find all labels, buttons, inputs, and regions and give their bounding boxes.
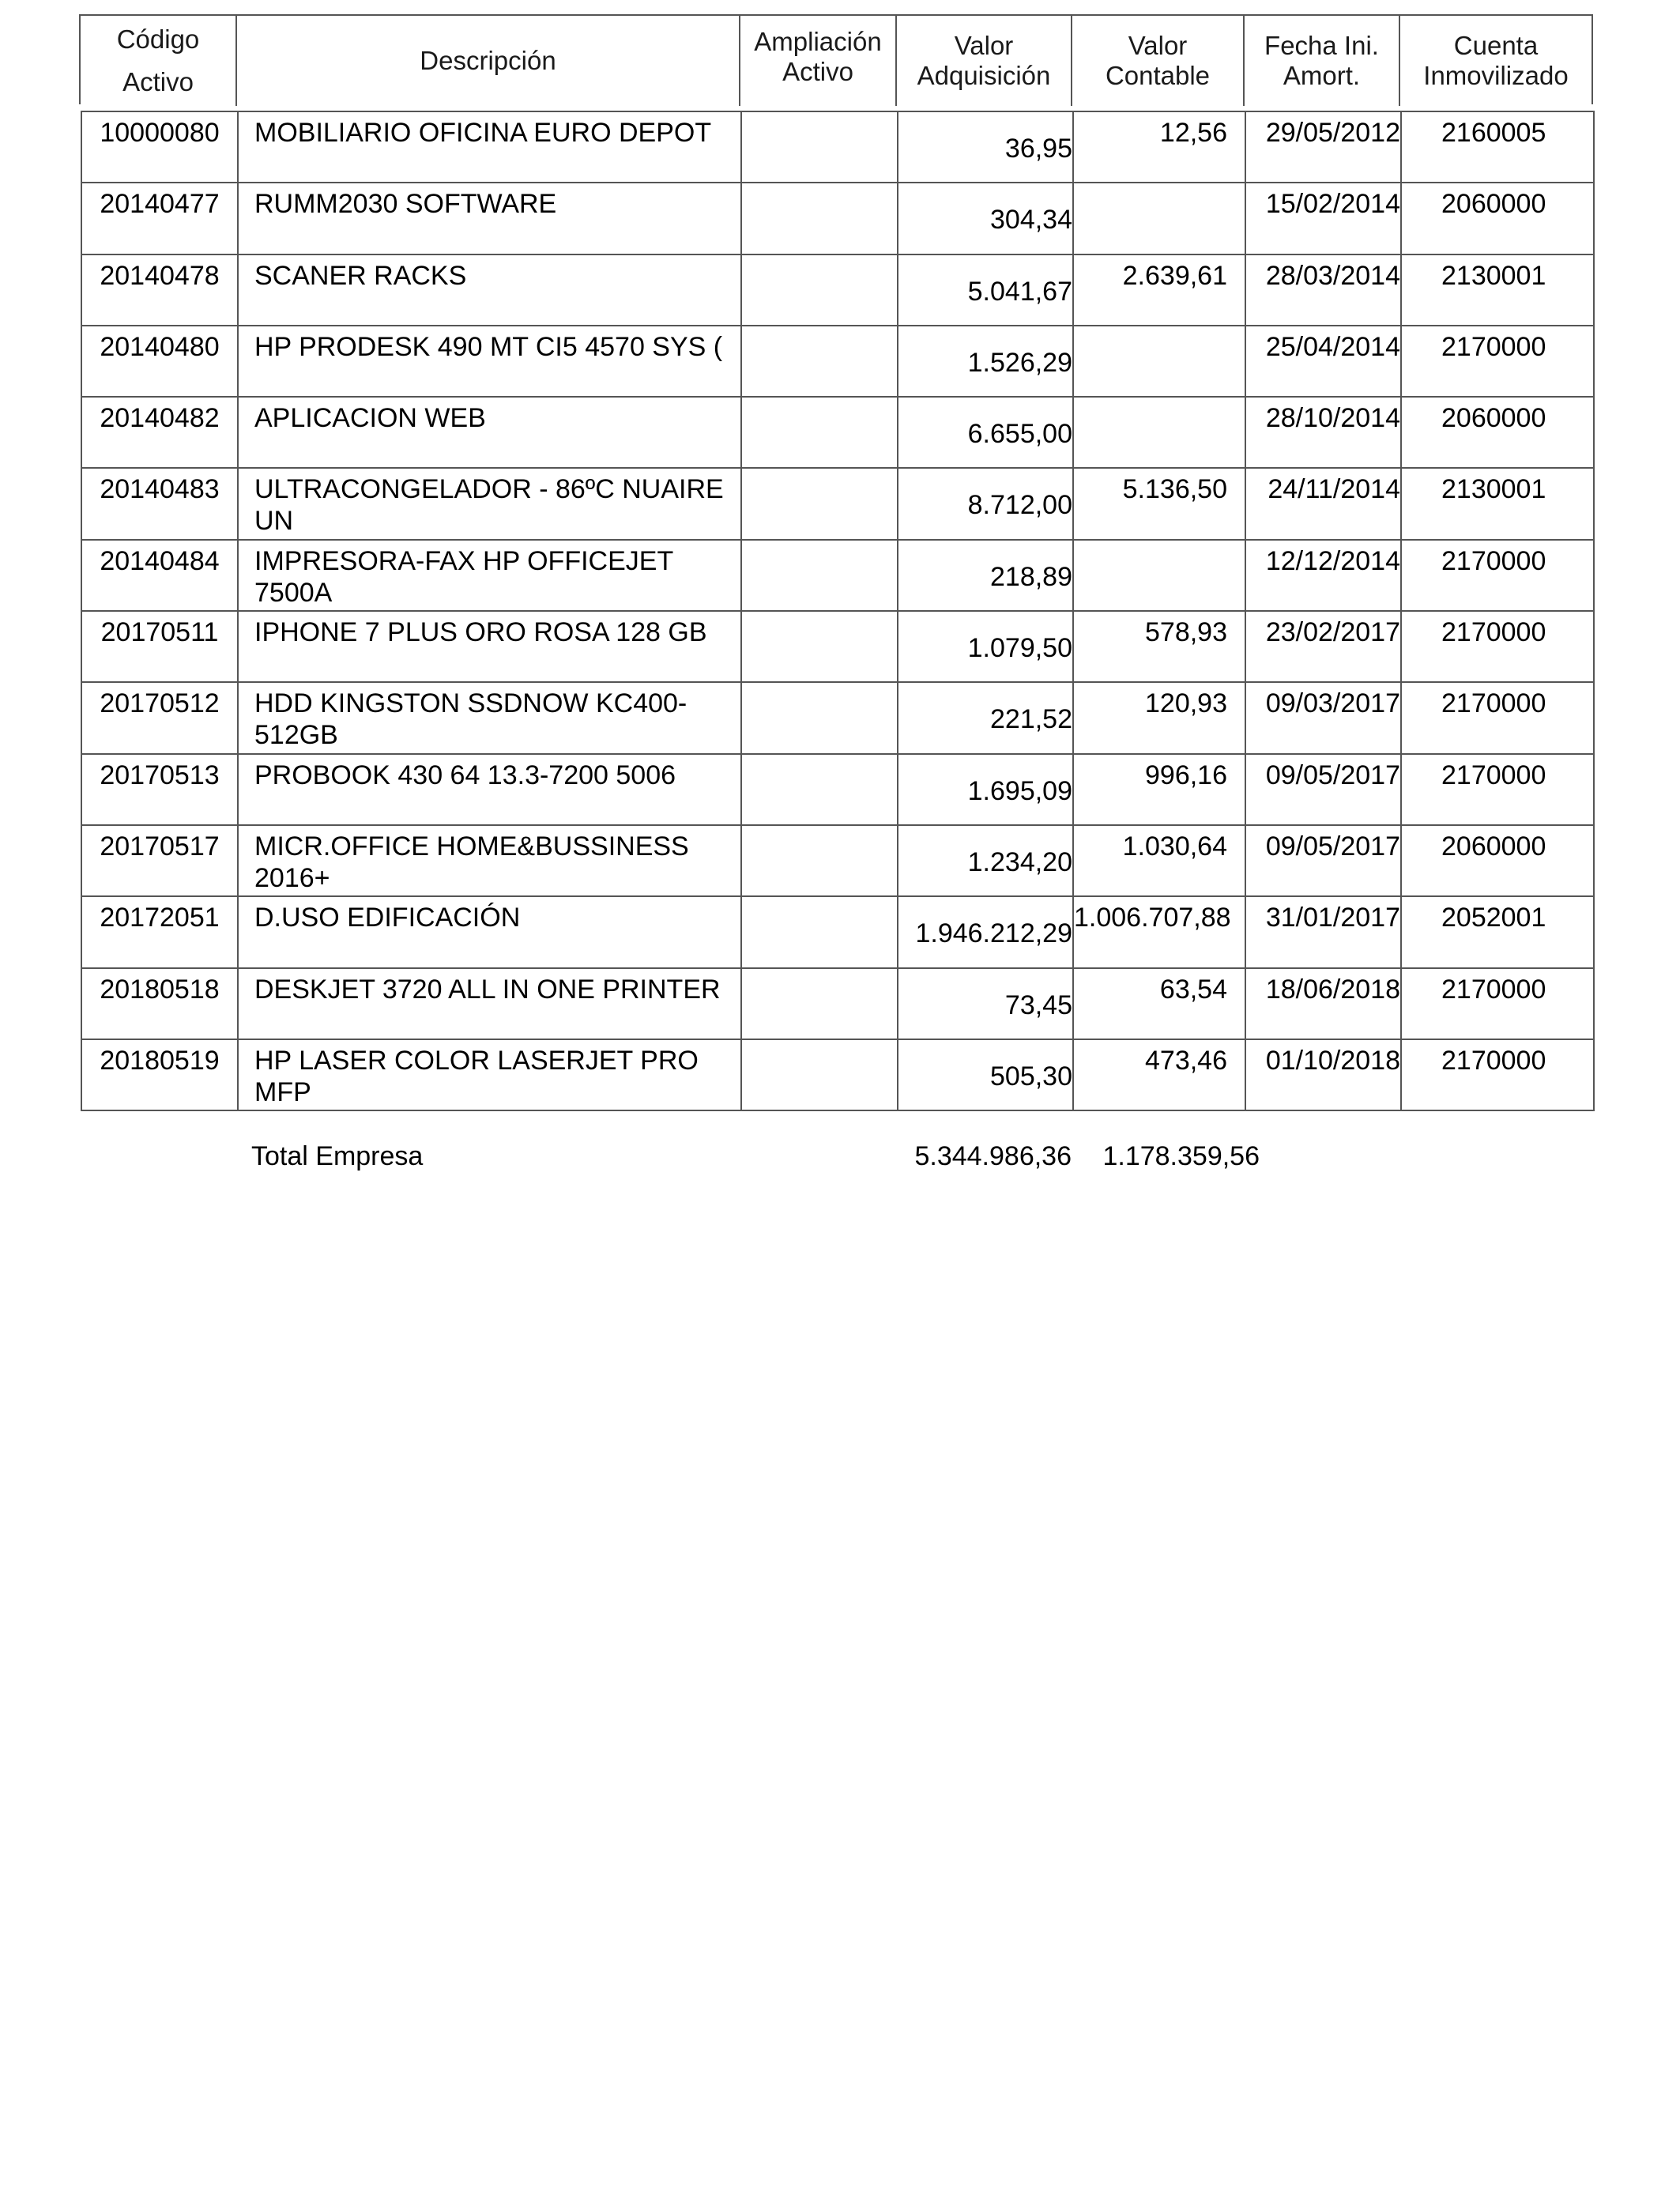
table-row <box>82 183 1595 254</box>
cell-descripcion: ULTRACONGELADOR - 86ºC NUAIRE UN <box>239 469 742 538</box>
cell-cuenta: 2130001 <box>1402 255 1595 325</box>
cell-ampliacion <box>742 541 898 610</box>
cell-descripcion: SCANER RACKS <box>239 255 742 325</box>
cell-valor-contable: 120,93 <box>1074 683 1246 752</box>
cell-cuenta: 2170000 <box>1402 683 1595 752</box>
cell-valor-adquisicion: 1.946.212,29 <box>898 897 1074 967</box>
cell-ampliacion <box>742 112 898 182</box>
header-cuenta-inmovilizado <box>1400 16 1591 106</box>
cell-descripcion: HP LASER COLOR LASERJET PRO MFP <box>239 1040 742 1110</box>
cell-codigo: 20180519 <box>82 1040 239 1110</box>
cell-valor-adquisicion: 505,30 <box>898 1040 1074 1110</box>
cell-descripcion: MICR.OFFICE HOME&BUSSINESS 2016+ <box>239 826 742 895</box>
cell-valor-adquisicion: 36,95 <box>898 112 1074 182</box>
cell-ampliacion <box>742 1040 898 1110</box>
total-row <box>0 1140 1680 1180</box>
header-valor-adquisicion <box>897 16 1072 106</box>
cell-ampliacion <box>742 398 898 467</box>
header-codigo-line1: Código <box>116 25 200 54</box>
cell-valor-contable <box>1074 326 1246 396</box>
cell-descripcion: HDD KINGSTON SSDNOW KC400-512GB <box>239 683 742 752</box>
cell-descripcion: MOBILIARIO OFICINA EURO DEPOT <box>239 112 742 182</box>
header-valor-adq-line2: Adquisición <box>917 61 1051 90</box>
cell-fecha: 09/05/2017 <box>1246 755 1402 824</box>
table-row <box>82 541 1595 612</box>
cell-valor-adquisicion: 6.655,00 <box>898 398 1074 467</box>
header-valor-cont-line1: Valor <box>1128 31 1188 60</box>
cell-fecha: 31/01/2017 <box>1246 897 1402 967</box>
cell-codigo: 20140478 <box>82 255 239 325</box>
cell-codigo: 20140480 <box>82 326 239 396</box>
cell-fecha: 29/05/2012 <box>1246 112 1402 182</box>
cell-fecha: 09/05/2017 <box>1246 826 1402 895</box>
cell-fecha: 15/02/2014 <box>1246 183 1402 253</box>
cell-codigo: 20170517 <box>82 826 239 895</box>
header-codigo-line2: Activo <box>122 67 194 96</box>
table-row <box>82 897 1595 968</box>
cell-descripcion: IPHONE 7 PLUS ORO ROSA 128 GB <box>239 612 742 681</box>
cell-cuenta: 2170000 <box>1402 326 1595 396</box>
cell-ampliacion <box>742 826 898 895</box>
cell-codigo: 20140482 <box>82 398 239 467</box>
header-ampliacion-line1: Ampliación <box>754 27 882 56</box>
cell-descripcion: D.USO EDIFICACIÓN <box>239 897 742 967</box>
cell-descripcion: APLICACION WEB <box>239 398 742 467</box>
cell-descripcion: HP PRODESK 490 MT CI5 4570 SYS ( <box>239 326 742 396</box>
table-row <box>82 255 1595 326</box>
cell-valor-contable: 63,54 <box>1074 969 1246 1039</box>
table-row <box>82 1040 1595 1111</box>
cell-valor-contable: 12,56 <box>1074 112 1246 182</box>
cell-fecha: 28/10/2014 <box>1246 398 1402 467</box>
cell-cuenta: 2170000 <box>1402 612 1595 681</box>
table-row <box>82 755 1595 826</box>
header-ampliacion-line2: Activo <box>782 57 853 86</box>
cell-valor-adquisicion: 218,89 <box>898 541 1074 610</box>
table-row <box>82 398 1595 469</box>
table-row <box>82 612 1595 683</box>
cell-valor-adquisicion: 73,45 <box>898 969 1074 1039</box>
header-cuenta-line2: Inmovilizado <box>1423 61 1569 90</box>
header-valor-adq-line1: Valor <box>954 31 1014 60</box>
cell-valor-adquisicion: 1.234,20 <box>898 826 1074 895</box>
cell-valor-contable: 996,16 <box>1074 755 1246 824</box>
cell-valor-adquisicion: 304,34 <box>898 183 1074 253</box>
table-header <box>79 14 1593 104</box>
cell-cuenta: 2170000 <box>1402 969 1595 1039</box>
table-row <box>82 469 1595 540</box>
cell-fecha: 23/02/2017 <box>1246 612 1402 681</box>
cell-ampliacion <box>742 755 898 824</box>
cell-cuenta: 2060000 <box>1402 826 1595 895</box>
header-valor-contable <box>1072 16 1245 106</box>
cell-valor-contable <box>1074 541 1246 610</box>
cell-fecha: 01/10/2018 <box>1246 1040 1402 1110</box>
cell-ampliacion <box>742 969 898 1039</box>
cell-valor-contable: 1.030,64 <box>1074 826 1246 895</box>
cell-valor-contable: 578,93 <box>1074 612 1246 681</box>
header-ampliacion-activo <box>740 16 897 106</box>
header-codigo-activo <box>81 16 237 106</box>
cell-codigo: 20172051 <box>82 897 239 967</box>
cell-fecha: 12/12/2014 <box>1246 541 1402 610</box>
cell-valor-contable: 473,46 <box>1074 1040 1246 1110</box>
cell-valor-contable: 5.136,50 <box>1074 469 1246 538</box>
cell-codigo: 20140484 <box>82 541 239 610</box>
cell-valor-adquisicion: 1.079,50 <box>898 612 1074 681</box>
assets-table <box>81 111 1595 1111</box>
cell-valor-adquisicion: 221,52 <box>898 683 1074 752</box>
header-fecha-ini-amort <box>1245 16 1400 106</box>
cell-codigo: 20140477 <box>82 183 239 253</box>
total-label: Total Empresa <box>251 1141 424 1171</box>
cell-valor-contable <box>1074 183 1246 253</box>
cell-fecha: 18/06/2018 <box>1246 969 1402 1039</box>
cell-codigo: 10000080 <box>82 112 239 182</box>
table-row <box>82 112 1595 183</box>
cell-ampliacion <box>742 897 898 967</box>
cell-fecha: 09/03/2017 <box>1246 683 1402 752</box>
cell-cuenta: 2170000 <box>1402 755 1595 824</box>
cell-valor-adquisicion: 1.526,29 <box>898 326 1074 396</box>
cell-fecha: 24/11/2014 <box>1246 469 1402 538</box>
cell-ampliacion <box>742 183 898 253</box>
cell-codigo: 20170512 <box>82 683 239 752</box>
cell-codigo: 20170513 <box>82 755 239 824</box>
cell-cuenta: 2060000 <box>1402 183 1595 253</box>
cell-cuenta: 2170000 <box>1402 541 1595 610</box>
cell-ampliacion <box>742 612 898 681</box>
cell-fecha: 28/03/2014 <box>1246 255 1402 325</box>
cell-valor-contable <box>1074 398 1246 467</box>
cell-codigo: 20140483 <box>82 469 239 538</box>
cell-descripcion: PROBOOK 430 64 13.3-7200 5006 <box>239 755 742 824</box>
header-valor-cont-line2: Contable <box>1105 61 1211 90</box>
cell-valor-contable: 2.639,61 <box>1074 255 1246 325</box>
cell-descripcion: RUMM2030 SOFTWARE <box>239 183 742 253</box>
cell-valor-adquisicion: 5.041,67 <box>898 255 1074 325</box>
cell-ampliacion <box>742 683 898 752</box>
cell-ampliacion <box>742 326 898 396</box>
table-row <box>82 683 1595 754</box>
cell-cuenta: 2060000 <box>1402 398 1595 467</box>
cell-fecha: 25/04/2014 <box>1246 326 1402 396</box>
table-row <box>82 826 1595 897</box>
cell-cuenta: 2170000 <box>1402 1040 1595 1110</box>
cell-ampliacion <box>742 469 898 538</box>
header-fecha-line1: Fecha Ini. <box>1264 31 1379 60</box>
cell-ampliacion <box>742 255 898 325</box>
cell-valor-contable: 1.006.707,88 <box>1074 897 1246 967</box>
total-valor-contable: 1.178.359,56 <box>1102 1141 1260 1171</box>
cell-descripcion: DESKJET 3720 ALL IN ONE PRINTER <box>239 969 742 1039</box>
table-row <box>82 969 1595 1040</box>
cell-cuenta: 2052001 <box>1402 897 1595 967</box>
cell-valor-adquisicion: 1.695,09 <box>898 755 1074 824</box>
cell-cuenta: 2130001 <box>1402 469 1595 538</box>
total-valor-adquisicion: 5.344.986,36 <box>914 1141 1072 1171</box>
table-row <box>82 326 1595 398</box>
header-descripcion-label: Descripción <box>420 46 556 75</box>
header-fecha-line2: Amort. <box>1283 61 1361 90</box>
cell-descripcion: IMPRESORA-FAX HP OFFICEJET 7500A <box>239 541 742 610</box>
header-cuenta-line1: Cuenta <box>1453 31 1539 60</box>
cell-valor-adquisicion: 8.712,00 <box>898 469 1074 538</box>
cell-codigo: 20180518 <box>82 969 239 1039</box>
header-descripcion <box>237 16 740 106</box>
cell-codigo: 20170511 <box>82 612 239 681</box>
cell-cuenta: 2160005 <box>1402 112 1595 182</box>
